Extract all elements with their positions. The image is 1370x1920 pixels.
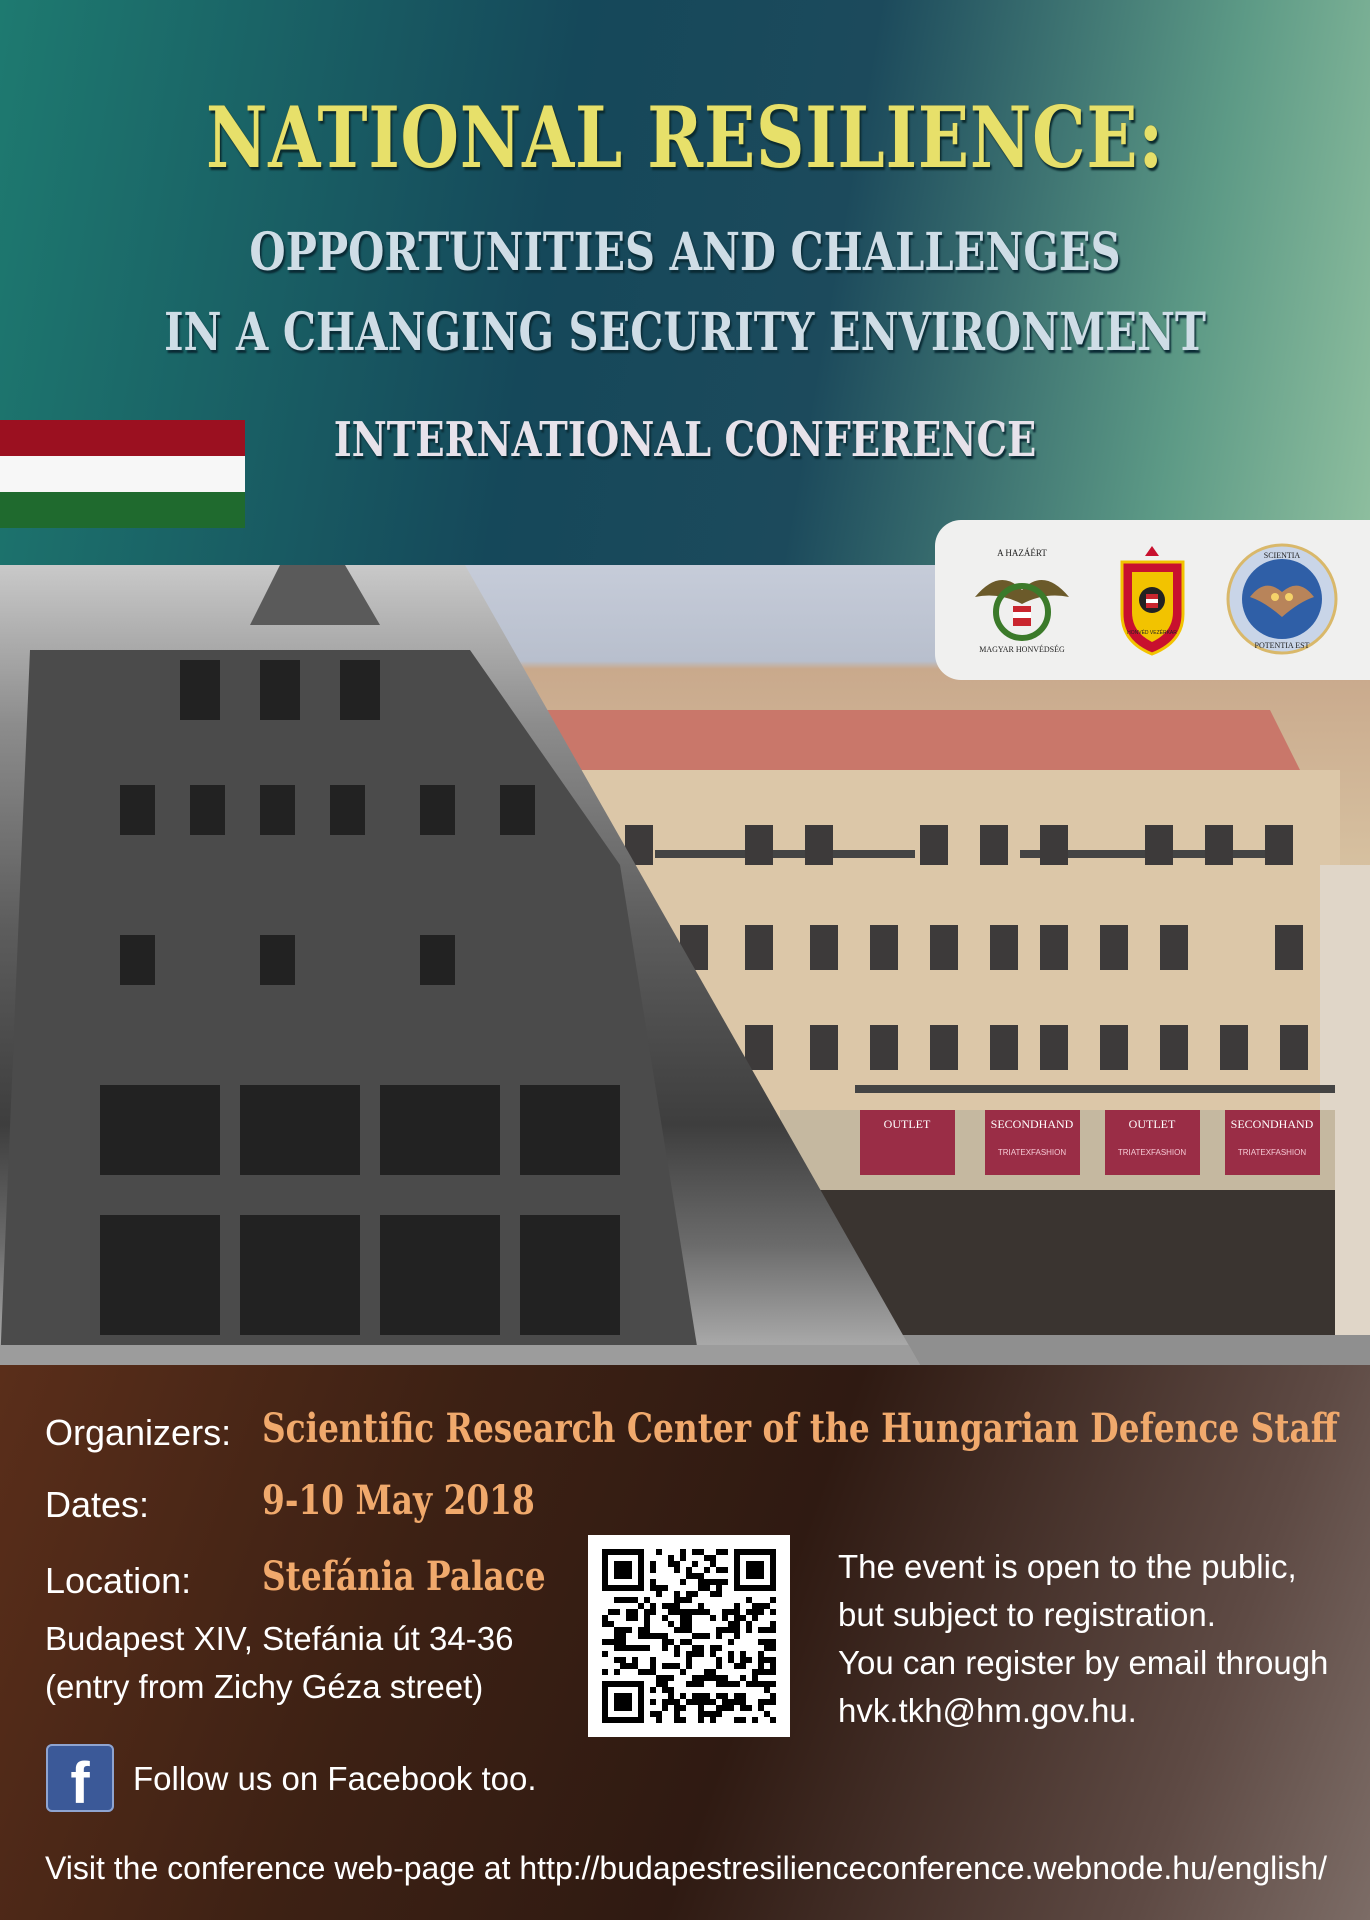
address-line-1: Budapest XIV, Stefánia út 34-36 [45,1620,514,1657]
location-value: Stefánia Palace [262,1553,546,1600]
registration-qr-code[interactable] [588,1535,790,1737]
flag-red-stripe [0,420,245,456]
owl-seal-icon [1225,542,1340,657]
poster-subtitle-line-2: IN A CHANGING SECURITY ENVIRONMENT [164,302,1206,363]
registration-line-2: but subject to registration. [838,1596,1216,1633]
svg-text:A HAZÁÉRT: A HAZÁÉRT [997,548,1047,558]
eagle-emblem-icon [965,542,1080,657]
conference-label: INTERNATIONAL CONFERENCE [333,412,1037,468]
flag-white-stripe [0,456,245,492]
svg-text:POTENTIA EST: POTENTIA EST [1254,641,1310,650]
address-line-2: (entry from Zichy Géza street) [45,1668,484,1705]
location-label: Location: [45,1560,192,1601]
dates-label: Dates: [45,1484,150,1525]
hungarian-flag [0,420,245,528]
shop-sign-2: SECONDHAND [990,1117,1074,1131]
organizers-value: Scientific Research Center of the Hungarian Defence Staff [262,1405,1338,1452]
svg-text:SCIENTIA: SCIENTIA [1263,551,1301,560]
shield-crest-icon [1095,542,1210,657]
registration-line-1: The event is open to the public, [838,1548,1297,1585]
poster-title: NATIONAL RESILIENCE: [206,88,1164,187]
shop-sub-sign-1: TRIATEXFASHION [997,1148,1067,1157]
facebook-follow-text[interactable]: Follow us on Facebook too. [133,1760,537,1797]
svg-text:HONVÉD VEZÉRKAR: HONVÉD VEZÉRKAR [1127,630,1177,636]
logos-panel [935,520,1370,680]
svg-text:MAGYAR HONVÉDSÉG: MAGYAR HONVÉDSÉG [979,645,1065,654]
shop-sign-3: OUTLET [1128,1117,1176,1131]
dates-value: 9-10 May 2018 [262,1477,535,1524]
registration-email[interactable]: hvk.tkh@hm.gov.hu. [838,1692,1137,1729]
conference-webpage-link[interactable]: Visit the conference web-page at http://budapestresilienceconference.webnode.hu/english/ [45,1850,1328,1886]
header-banner [0,0,1370,565]
poster-subtitle-line-1: OPPORTUNITIES AND CHALLENGES [249,222,1121,283]
organizers-label: Organizers: [45,1412,232,1453]
building-photo [0,565,1370,1365]
facebook-icon[interactable]: f [46,1744,114,1812]
shop-sub-sign-2: TRIATEXFASHION [1117,1148,1187,1157]
shop-sign-4: SECONDHAND [1230,1117,1314,1131]
flag-green-stripe [0,492,245,528]
shop-sub-sign-3: TRIATEXFASHION [1237,1148,1307,1157]
registration-line-3: You can register by email through [838,1644,1329,1681]
shop-sign-1: OUTLET [883,1117,931,1131]
